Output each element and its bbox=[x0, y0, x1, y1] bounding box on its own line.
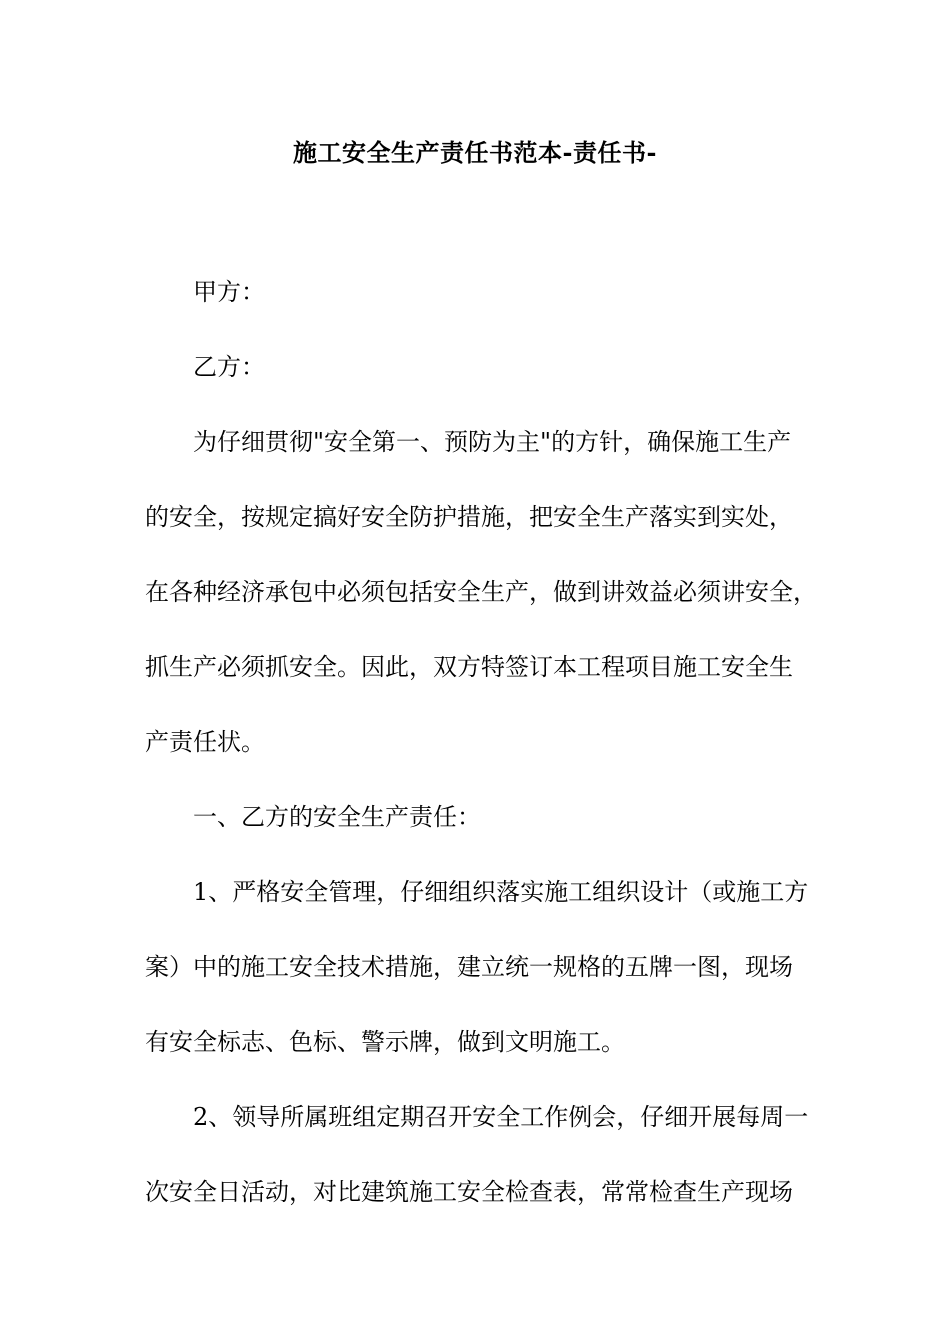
item-2-paragraph bbox=[145, 1080, 825, 1230]
intro-paragraph bbox=[145, 405, 825, 780]
section-heading: 一、乙方的安全生产责任： bbox=[193, 803, 481, 831]
paragraph-line: 2、领导所属班组定期召开安全工作例会，仔细开展每周一 bbox=[193, 1103, 809, 1131]
paragraph-line: 的安全，按规定搞好安全防护措施，把安全生产落实到实处， bbox=[145, 503, 793, 531]
paragraph-line: 产责任状。 bbox=[145, 728, 265, 756]
item-1-paragraph bbox=[145, 855, 825, 1080]
paragraph-line: 次安全日活动，对比建筑施工安全检查表，常常检查生产现场 bbox=[145, 1178, 793, 1206]
document-title: 施工安全生产责任书范本-责任书- bbox=[293, 138, 657, 167]
paragraph-line: 案）中的施工安全技术措施，建立统一规格的五牌一图，现场 bbox=[145, 953, 793, 981]
party-b-label: 乙方： bbox=[193, 353, 265, 381]
paragraph-line: 抓生产必须抓安全。因此，双方特签订本工程项目施工安全生 bbox=[145, 653, 793, 681]
paragraph-line: 在各种经济承包中必须包括安全生产，做到讲效益必须讲安全， bbox=[145, 578, 817, 606]
document-body bbox=[145, 255, 825, 1230]
paragraph-line: 有安全标志、色标、警示牌，做到文明施工。 bbox=[145, 1028, 625, 1056]
paragraph-line: 为仔细贯彻"安全第一、预防为主"的方针，确保施工生产 bbox=[193, 428, 792, 456]
paragraph-line: 1、严格安全管理，仔细组织落实施工组织设计（或施工方 bbox=[193, 878, 809, 906]
party-a-label: 甲方： bbox=[193, 278, 265, 306]
